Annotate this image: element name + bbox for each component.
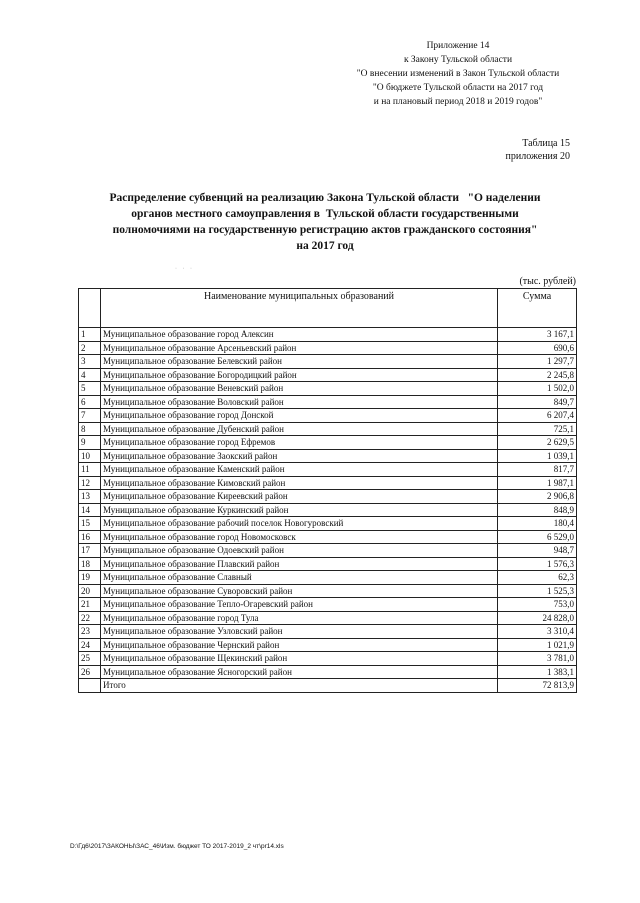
row-name: Муниципальное образование Щекинский район <box>101 652 498 666</box>
header-num <box>79 289 101 328</box>
table-row <box>79 422 577 436</box>
appendix-header <box>330 39 586 109</box>
row-num: 9 <box>79 436 101 450</box>
row-name: Муниципальное образование Веневский район <box>101 382 498 396</box>
subsidy-table <box>78 288 577 693</box>
table-header-row <box>79 289 577 328</box>
row-name: Муниципальное образование город Тула <box>101 611 498 625</box>
row-name: Муниципальное образование Белевский район <box>101 355 498 369</box>
row-sum: 1 021,9 <box>498 638 577 652</box>
row-sum: 3 167,1 <box>498 328 577 342</box>
row-name: Муниципальное образование город Донской <box>101 409 498 423</box>
row-num: 15 <box>79 517 101 531</box>
row-name: Муниципальное образование Киреевский район <box>101 490 498 504</box>
row-sum: 180,4 <box>498 517 577 531</box>
table-row <box>79 598 577 612</box>
row-num: 14 <box>79 503 101 517</box>
table-row <box>79 652 577 666</box>
row-name: Муниципальное образование Одоевский район <box>101 544 498 558</box>
row-num: 11 <box>79 463 101 477</box>
row-num: 2 <box>79 341 101 355</box>
total-name: Итого <box>101 679 498 693</box>
row-name: Муниципальное образование Славный <box>101 571 498 585</box>
table-row <box>79 436 577 450</box>
scan-noise: · · · <box>175 266 194 272</box>
table-body <box>79 328 577 693</box>
appendix-line: Приложение 14 <box>426 41 490 51</box>
document-title <box>60 190 590 254</box>
row-sum: 1 383,1 <box>498 665 577 679</box>
row-name: Муниципальное образование Кимовский район <box>101 476 498 490</box>
row-num: 26 <box>79 665 101 679</box>
row-sum: 2 245,8 <box>498 368 577 382</box>
table-row <box>79 611 577 625</box>
row-name: Муниципальное образование Арсеньевский район <box>101 341 498 355</box>
row-name: Муниципальное образование Чернский район <box>101 638 498 652</box>
header-name: Наименование муниципальных образований <box>101 289 498 328</box>
table-row <box>79 463 577 477</box>
row-name: Муниципальное образование город Алексин <box>101 328 498 342</box>
row-sum: 1 576,3 <box>498 557 577 571</box>
row-num: 23 <box>79 625 101 639</box>
row-num: 21 <box>79 598 101 612</box>
row-name: Муниципальное образование Заокский район <box>101 449 498 463</box>
table-row <box>79 557 577 571</box>
row-name: Муниципальное образование рабочий поселок Новогуровский <box>101 517 498 531</box>
table-row <box>79 355 577 369</box>
table-row <box>79 544 577 558</box>
table-row <box>79 665 577 679</box>
total-row <box>79 679 577 693</box>
row-sum: 725,1 <box>498 422 577 436</box>
title-line: Распределение субвенций на реализацию Закона Тульской области "О наделении <box>109 192 541 204</box>
table-row <box>79 584 577 598</box>
row-name: Муниципальное образование Каменский район <box>101 463 498 477</box>
table-row <box>79 449 577 463</box>
row-num: 19 <box>79 571 101 585</box>
row-num: 22 <box>79 611 101 625</box>
row-num: 3 <box>79 355 101 369</box>
row-name: Муниципальное образование Дубенский район <box>101 422 498 436</box>
row-num: 16 <box>79 530 101 544</box>
appendix-line: и на плановый период 2018 и 2019 годов" <box>373 97 543 107</box>
table-row <box>79 503 577 517</box>
table-row <box>79 476 577 490</box>
row-name: Муниципальное образование Плавский район <box>101 557 498 571</box>
header-sum: Сумма <box>498 289 577 328</box>
table-row <box>79 530 577 544</box>
row-sum: 3 310,4 <box>498 625 577 639</box>
row-name: Муниципальное образование Богородицкий район <box>101 368 498 382</box>
table-row <box>79 571 577 585</box>
row-name: Муниципальное образование Воловский район <box>101 395 498 409</box>
row-sum: 2 629,5 <box>498 436 577 450</box>
row-sum: 6 207,4 <box>498 409 577 423</box>
row-sum: 62,3 <box>498 571 577 585</box>
row-num: 13 <box>79 490 101 504</box>
row-sum: 3 781,0 <box>498 652 577 666</box>
row-name: Муниципальное образование Узловский район <box>101 625 498 639</box>
row-sum: 6 529,0 <box>498 530 577 544</box>
row-sum: 817,7 <box>498 463 577 477</box>
title-line: на 2017 год <box>296 240 354 252</box>
row-num: 20 <box>79 584 101 598</box>
total-num <box>79 679 101 693</box>
row-num: 7 <box>79 409 101 423</box>
row-sum: 849,7 <box>498 395 577 409</box>
table-row <box>79 638 577 652</box>
row-num: 12 <box>79 476 101 490</box>
row-sum: 1 297,7 <box>498 355 577 369</box>
file-path-footer: D:\Гд6\2017\ЗАКОНЫ\ЗАС_46\Изм. бюджет ТО 2017-2019_2 чт\pr14.xls <box>70 843 284 850</box>
row-name: Муниципальное образование Ясногорский район <box>101 665 498 679</box>
appendix-line: "О бюджете Тульской области на 2017 год <box>372 83 544 93</box>
table-row <box>79 517 577 531</box>
row-sum: 948,7 <box>498 544 577 558</box>
table-row <box>79 409 577 423</box>
row-sum: 1 039,1 <box>498 449 577 463</box>
row-name: Муниципальное образование Тепло-Огаревский район <box>101 598 498 612</box>
units-label: (тыс. рублей) <box>519 276 576 287</box>
table-row <box>79 368 577 382</box>
row-sum: 1 502,0 <box>498 382 577 396</box>
table-row <box>79 382 577 396</box>
row-name: Муниципальное образование Суворовский район <box>101 584 498 598</box>
row-sum: 2 906,8 <box>498 490 577 504</box>
table-row <box>79 395 577 409</box>
table-number: Таблица 15 <box>522 138 570 149</box>
row-name: Муниципальное образование город Новомосковск <box>101 530 498 544</box>
row-num: 6 <box>79 395 101 409</box>
row-num: 18 <box>79 557 101 571</box>
title-line: органов местного самоуправления в Тульской области государственными <box>131 208 519 220</box>
row-sum: 1 525,3 <box>498 584 577 598</box>
row-num: 1 <box>79 328 101 342</box>
row-num: 10 <box>79 449 101 463</box>
row-sum: 753,0 <box>498 598 577 612</box>
table-appendix: приложения 20 <box>505 151 570 162</box>
row-num: 25 <box>79 652 101 666</box>
row-num: 5 <box>79 382 101 396</box>
table-reference <box>440 137 570 163</box>
title-line: полномочиями на государственную регистрацию актов гражданского состояния" <box>112 224 538 236</box>
table-row <box>79 490 577 504</box>
table-row <box>79 625 577 639</box>
table-row <box>79 341 577 355</box>
row-num: 24 <box>79 638 101 652</box>
row-sum: 690,6 <box>498 341 577 355</box>
row-num: 17 <box>79 544 101 558</box>
appendix-line: к Закону Тульской области <box>403 55 513 65</box>
row-num: 4 <box>79 368 101 382</box>
row-sum: 848,9 <box>498 503 577 517</box>
row-name: Муниципальное образование город Ефремов <box>101 436 498 450</box>
row-name: Муниципальное образование Куркинский район <box>101 503 498 517</box>
appendix-line: "О внесении изменений в Закон Тульской области <box>356 69 560 79</box>
row-num: 8 <box>79 422 101 436</box>
row-sum: 24 828,0 <box>498 611 577 625</box>
row-sum: 1 987,1 <box>498 476 577 490</box>
total-sum: 72 813,9 <box>498 679 577 693</box>
table-row <box>79 328 577 342</box>
